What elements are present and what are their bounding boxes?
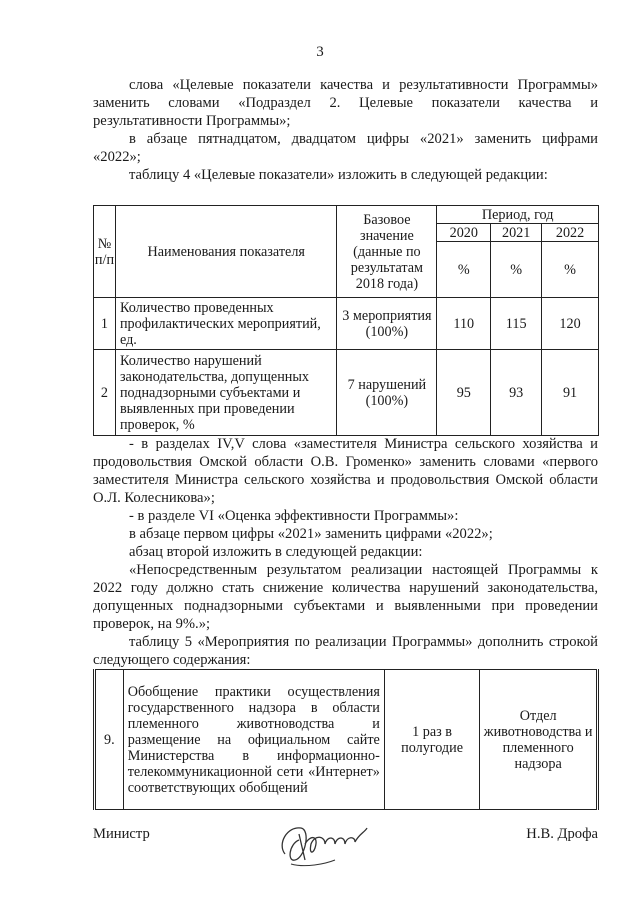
paragraph-replace-digits: в абзаце пятнадцатом, двадцатом цифры «2021» заменить цифрами «2022»; <box>93 131 598 165</box>
paragraph-quote-result: «Непосредственным результатом реализации настоящей Программы к 2022 году должно стать снижение количества нарушений законодательства, допущенных поднадзорными субъектами и выявленными при проведении проверок, на 9%.»; <box>93 562 598 632</box>
intro-paragraphs <box>93 76 598 184</box>
header-year-2021: 2021 <box>491 224 542 242</box>
activity-num: 9. <box>95 670 124 810</box>
activity-description: Обобщение практики осуществления государственного надзора в области племенного животноводства и размещение на официальном сайте Министерства в информационно-телекоммуникационной сети «Интернет» соответствующих обобщений <box>123 670 384 810</box>
header-name: Наименования показателя <box>115 206 337 298</box>
header-base-value: Базовое значение (данные по результатам 2018 года) <box>337 206 437 298</box>
header-unit: % <box>491 242 542 298</box>
handwritten-signature-icon <box>275 814 375 874</box>
row-name: Количество нарушений законодательства, допущенных поднадзорными субъектами и выявленных при проведении проверок, % <box>115 350 337 436</box>
table-target-indicators <box>93 205 599 436</box>
row-num: 1 <box>94 298 116 350</box>
activity-frequency: 1 раз в полугодие <box>384 670 479 810</box>
table-row <box>94 298 599 350</box>
header-year-2022: 2022 <box>542 224 599 242</box>
table-row <box>95 670 598 810</box>
row-value-2021: 93 <box>491 350 542 436</box>
activity-responsible: Отдел животноводства и племенного надзора <box>480 670 598 810</box>
table-row <box>94 350 599 436</box>
row-base-value: 3 мероприятия (100%) <box>337 298 437 350</box>
amendment-paragraphs <box>93 435 598 669</box>
row-value-2022: 120 <box>542 298 599 350</box>
paragraph-table4-intro: таблицу 4 «Целевые показатели» изложить в следующей редакции: <box>129 167 548 183</box>
paragraph-sections-4-5: - в разделах IV,V слова «заместителя Министра сельского хозяйства и продовольствия Омской области О.В. Громенко» заменить словами «первого заместителя Министра сельского хозяйства и продовольствия Омской области О.Л. Колесникова»; <box>93 436 598 506</box>
paragraph-replace-title: слова «Целевые показатели качества и результативности Программы» заменить словами «Подраздел 2. Целевые показатели качества и результативности Программы»; <box>93 77 598 129</box>
table-program-activities-row <box>93 669 599 810</box>
signatory-name: Н.В. Дрофа <box>526 826 598 842</box>
row-value-2020: 110 <box>437 298 491 350</box>
signatory-position: Министр <box>93 826 150 842</box>
header-unit: % <box>542 242 599 298</box>
page-number: 3 <box>316 44 324 60</box>
header-year-2020: 2020 <box>437 224 491 242</box>
paragraph-second-abzac: абзац второй изложить в следующей редакции: <box>129 544 423 560</box>
header-num: № п/п <box>94 206 116 298</box>
row-value-2022: 91 <box>542 350 599 436</box>
header-unit: % <box>437 242 491 298</box>
paragraph-first-abzac: в абзаце первом цифры «2021» заменить цифрами «2022»; <box>129 526 493 542</box>
row-num: 2 <box>94 350 116 436</box>
row-base-value: 7 нарушений (100%) <box>337 350 437 436</box>
paragraph-table5-intro: таблицу 5 «Мероприятия по реализации Программы» дополнить строкой следующего содержания: <box>93 634 598 668</box>
row-value-2021: 115 <box>491 298 542 350</box>
paragraph-section-6: - в разделе VI «Оценка эффективности Программы»: <box>129 508 459 524</box>
row-value-2020: 95 <box>437 350 491 436</box>
header-period: Период, год <box>437 206 599 224</box>
row-name: Количество проведенных профилактических мероприятий, ед. <box>115 298 337 350</box>
